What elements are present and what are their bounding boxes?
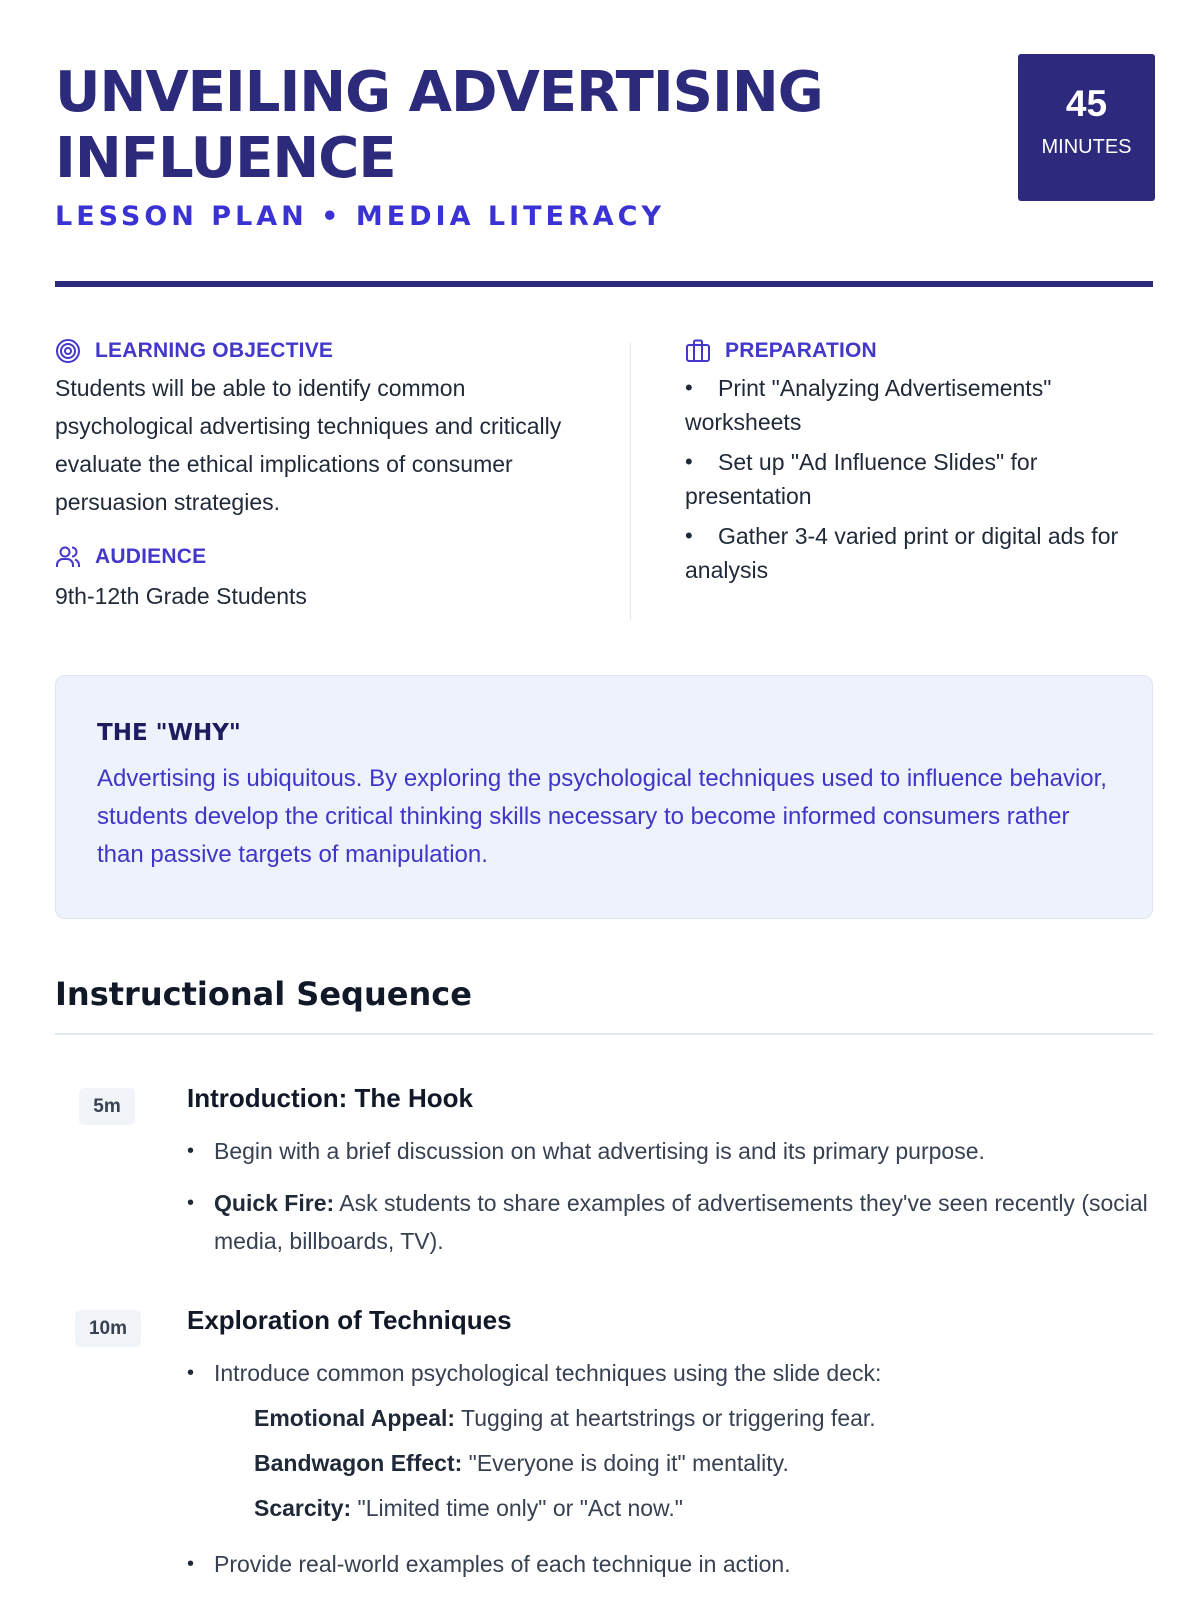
header-divider	[55, 281, 1153, 287]
target-icon	[55, 338, 81, 364]
step-item-text: Provide real-world examples of each technique in action.	[214, 1551, 791, 1577]
step-list	[187, 1132, 1153, 1274]
step-item	[187, 1354, 1153, 1531]
step-item-text: Ask students to share examples of advertisements they've seen recently (social media, billboards, TV).	[214, 1190, 1148, 1254]
technique-name: Bandwagon Effect:	[254, 1450, 463, 1476]
audience-label	[55, 543, 595, 571]
step-item	[187, 1184, 1153, 1260]
why-callout	[55, 675, 1153, 919]
preparation-item: • Gather 3-4 varied print or digital ads for analysis	[685, 519, 1145, 587]
preparation-item: • Set up "Ad Influence Slides" for presentation	[685, 445, 1145, 513]
overview-left-column	[55, 337, 595, 615]
page-subtitle: LESSON PLAN • MEDIA LITERACY	[55, 201, 666, 232]
technique-item	[254, 1441, 1153, 1486]
briefcase-icon	[685, 338, 711, 364]
duration-unit: MINUTES	[1041, 136, 1132, 158]
duration-value: 45	[1065, 83, 1108, 124]
lesson-plan-page	[55, 0, 1153, 1600]
step-heading: Introduction: The Hook	[187, 1083, 473, 1113]
technique-name: Emotional Appeal:	[254, 1405, 456, 1431]
step-item	[187, 1545, 1153, 1583]
step-item-text: Introduce common psychological techniques using the slide deck:	[214, 1360, 882, 1386]
step-item-text: Begin with a brief discussion on what advertising is and its primary purpose.	[214, 1138, 985, 1164]
overview-right-column	[685, 337, 1145, 593]
why-text: Advertising is ubiquitous. By exploring the psychological techniques used to influence behavior, students develop the critical thinking skills necessary to become informed consumers rather than passive targets of manipulation.	[97, 765, 1107, 868]
title-line-2: INFLUENCE	[55, 126, 396, 191]
column-divider	[630, 342, 631, 620]
audience-text: 9th-12th Grade Students	[55, 583, 307, 609]
technique-desc: "Everyone is doing it" mentality.	[462, 1450, 789, 1476]
technique-item	[254, 1486, 1153, 1531]
step-item-bold: Quick Fire:	[214, 1190, 335, 1216]
step-list	[187, 1354, 1153, 1597]
users-icon	[55, 544, 81, 570]
sequence-title: Instructional Sequence	[55, 975, 472, 1013]
why-title: THE "WHY"	[97, 720, 241, 746]
objective-text: Students will be able to identify common psychological advertising techniques and critically evaluate the ethical implications of consumer persuasion strategies.	[55, 375, 562, 515]
sequence-divider	[55, 1033, 1153, 1035]
preparation-item: • Print "Analyzing Advertisements" worksheets	[685, 371, 1145, 439]
technique-list	[254, 1396, 1153, 1531]
duration-badge	[1018, 54, 1155, 201]
step-heading: Exploration of Techniques	[187, 1305, 512, 1335]
technique-desc: Tugging at heartstrings or triggering fear.	[455, 1405, 876, 1431]
preparation-list	[685, 371, 1145, 587]
step-time-badge: 5m	[79, 1088, 135, 1125]
technique-item	[254, 1396, 1153, 1441]
objective-label-text: LEARNING OBJECTIVE	[95, 339, 334, 362]
preparation-label	[685, 337, 1145, 365]
preparation-label-text: PREPARATION	[725, 339, 877, 362]
title-line-1: UNVEILING ADVERTISING	[55, 60, 823, 125]
objective-label	[55, 337, 595, 365]
step-time-badge: 10m	[75, 1310, 141, 1347]
page-title	[55, 60, 915, 192]
technique-name: Scarcity:	[254, 1495, 352, 1521]
audience-label-text: AUDIENCE	[95, 545, 207, 568]
step-item	[187, 1132, 1153, 1170]
technique-desc: "Limited time only" or "Act now."	[351, 1495, 683, 1521]
